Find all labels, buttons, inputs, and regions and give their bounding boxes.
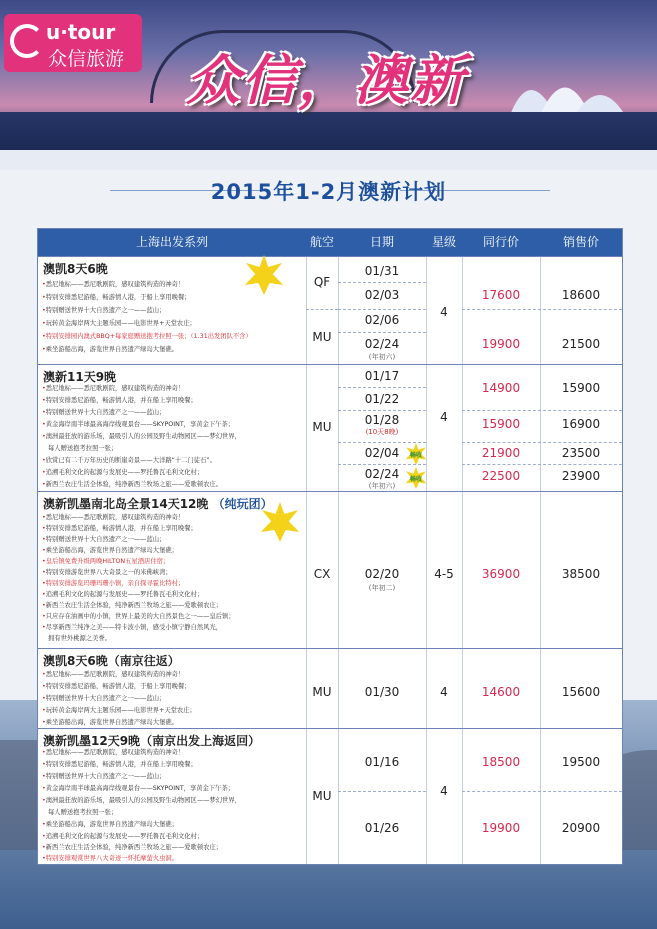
opera-house-illustration <box>500 60 640 120</box>
selling-badge-small: 畅收 <box>405 467 427 489</box>
sale-price: 20900 <box>561 821 601 835</box>
header-series: 上海出发系列 <box>135 235 208 249</box>
hero-banner <box>0 0 657 150</box>
row-divider <box>338 282 426 283</box>
tour-highlight: •特别安排悉尼游船，畅游情人港，并在船上享用晚餐； <box>42 761 197 768</box>
tour-highlight: •特别安排悉尼游船，畅游情人港，于船上享用晚餐； <box>42 294 191 301</box>
tour-highlight: •澳洲最狂放的游乐场，最吸引人的公园及野生动物园区——梦幻世界， <box>42 433 241 440</box>
tour-section-3 <box>38 491 622 649</box>
tour-highlight: •新西兰农庄生活全体验，纯净新西兰牧场之旅——爱歌顿农庄。 <box>42 481 223 488</box>
tour-highlight: •特别安排悉尼游船，畅游情人港，并在船上享用晚餐； <box>42 397 197 404</box>
header-peer-price: 同行价 <box>482 235 519 249</box>
tour-section-2 <box>38 364 622 492</box>
itinerary-table <box>37 228 623 865</box>
departure-date: 01/16 <box>364 755 400 769</box>
sale-price: 19500 <box>561 755 601 769</box>
header-star: 星级 <box>431 235 456 249</box>
tour-title: 澳新凯墨南北岛全景14天12晚 （纯玩团） <box>43 497 273 511</box>
departure-date: 02/24 <box>364 337 400 351</box>
tour-highlight: •特别安排观赏世界八大奇迹一怀托摩萤火虫洞。 <box>42 855 178 862</box>
departure-date: 01/30 <box>364 685 400 699</box>
airline-code: MU <box>312 330 332 344</box>
star-rating: 4 <box>440 305 448 319</box>
peer-price: 36900 <box>481 567 521 581</box>
airline-code: CX <box>313 567 331 581</box>
brand-name-cn: 众信旅游 <box>48 48 125 70</box>
selling-badge-small: 畅收 <box>405 443 427 465</box>
peer-price: 22500 <box>481 469 521 483</box>
utour-logo-mark-icon <box>10 24 44 58</box>
departure-date: 01/22 <box>364 392 400 406</box>
tour-highlight: •玩转黄金海岸两大主题乐园——电影世界+天堂农庄； <box>42 320 196 327</box>
airline-code: MU <box>312 685 332 699</box>
tour-highlight: •悉尼地标——悉尼歌剧院，感叹建筑构造的神奇！ <box>42 671 185 678</box>
departure-date: 02/20 <box>364 567 400 581</box>
header-date: 日期 <box>369 235 394 249</box>
tour-highlight: •皇后镇免费升级两晚HILTON五星酒店住宿； <box>42 558 170 565</box>
header-airline: 航空 <box>309 235 334 249</box>
airline-code: QF <box>313 275 331 289</box>
tour-highlight: •乘坐游船出海，游览世界自然遗产绿岛大堡礁； <box>42 547 178 554</box>
date-note: (年初六) <box>368 482 396 490</box>
peer-price: 14600 <box>481 685 521 699</box>
sale-price: 15900 <box>561 381 601 395</box>
tour-highlight: •黄金海岸南半球最高海岸线观景台——SKYPOINT，享黄金下午茶； <box>42 421 235 428</box>
tour-highlight: •特别安排悉尼游船，畅游情人港，于船上享用晚餐； <box>42 683 191 690</box>
sale-price: 21500 <box>561 337 601 351</box>
peer-price: 19900 <box>481 821 521 835</box>
tour-title: 澳新11天9晚 <box>43 370 117 384</box>
row-divider <box>462 442 622 443</box>
peer-price: 18500 <box>481 755 521 769</box>
tour-highlight: •只应存在油画中的小镇，世界上最美的大自然景色之一——皇后镇； <box>42 613 235 620</box>
table-header <box>38 229 622 256</box>
row-divider <box>462 791 622 792</box>
tour-section-4 <box>38 648 622 729</box>
star-rating: 4 <box>440 410 448 424</box>
tour-highlight: •特别安排游览世界八大奇景之一的米佛峡湾； <box>42 569 172 576</box>
tour-highlight: •悉尼地标——悉尼歌剧院，感叹建筑构造的神奇！ <box>42 385 185 392</box>
tour-highlight: •新西兰农庄生活全体验，纯净新西兰牧场之旅——爱歌顿农庄； <box>42 844 223 851</box>
header-strip <box>0 150 657 170</box>
starburst-icon <box>260 502 300 542</box>
tour-highlight: •追溯毛利文化的起源与发展史——罗托鲁瓦毛利文化村； <box>42 833 204 840</box>
tour-highlight: •乘坐游船出海，游览世界自然遗产绿岛大堡礁。 <box>42 346 178 353</box>
tour-highlight: •追溯毛利文化的起源与发展史——罗托鲁瓦毛利文化村； <box>42 591 204 598</box>
tour-section-1 <box>38 256 622 365</box>
departure-date: 01/17 <box>364 369 400 383</box>
tour-highlight: •黄金海岸南半球最高海岸线观景台——SKYPOINT，享黄金下午茶； <box>42 785 235 792</box>
tour-title: 澳凯8天6晚（南京往返） <box>43 654 180 668</box>
tour-section-5 <box>38 728 622 865</box>
tour-highlight: •特别赠送世界十大自然遗产之一——蓝山； <box>42 773 166 780</box>
starburst-icon <box>244 255 284 295</box>
header-sale-price: 销售价 <box>562 235 599 249</box>
row-divider <box>338 332 426 333</box>
selling-badge <box>244 255 284 295</box>
tour-highlight: •悉尼地标——悉尼歌剧院，感叹建筑构造的神奇！ <box>42 514 185 521</box>
harbour-water <box>0 112 657 150</box>
tour-highlight: 拥有世外桃源之美誉。 <box>48 635 111 642</box>
row-divider <box>306 309 338 310</box>
tour-highlight: 每人赠送抱考拉照一张； <box>48 809 118 816</box>
tour-highlight: •特别赠送世界十大自然遗产之一——蓝山； <box>42 536 166 543</box>
departure-date: 02/06 <box>364 313 400 327</box>
date-note: (年初二) <box>368 584 396 592</box>
tour-highlight: •澳洲最狂放的游乐场，最吸引人的公园及野生动物园区——梦幻世界， <box>42 797 241 804</box>
date-note: (年初六) <box>368 353 396 361</box>
selling-badge <box>260 502 300 542</box>
tour-highlight: •尽享新西兰纯净之美——特卡波小镇，感受小镇宁静自然风光， <box>42 624 223 631</box>
row-divider <box>338 410 426 411</box>
sale-price: 15600 <box>561 685 601 699</box>
tour-highlight: •特别安排悉尼游船，畅游情人港，并在船上享用晚餐； <box>42 525 197 532</box>
star-rating: 4 <box>440 784 448 798</box>
sale-price: 23500 <box>561 446 601 460</box>
peer-price: 17600 <box>481 288 521 302</box>
star-rating: 4 <box>440 685 448 699</box>
tour-highlight: •特别安排园内澳式BBQ+每家庭赠送抱考拉照一张；（1.31出发团队不含） <box>42 333 252 340</box>
peer-price: 14900 <box>481 381 521 395</box>
airline-code: MU <box>312 420 332 434</box>
row-divider <box>462 410 622 411</box>
departure-date: 02/24 <box>364 467 400 481</box>
peer-price: 21900 <box>481 446 521 460</box>
departure-date: 02/04 <box>364 446 400 460</box>
tour-highlight: •特别赠送世界十大自然遗产之一——蓝山； <box>42 409 166 416</box>
sale-price: 38500 <box>561 567 601 581</box>
departure-date: 01/26 <box>364 821 400 835</box>
tour-highlight: •欣赏已有二千万年历史的断崖奇景——大洋路“十二门徒石”。 <box>42 457 216 464</box>
departure-date: 02/03 <box>364 288 400 302</box>
tour-highlight: •新西兰农庄生活全体验，纯净新西兰牧场之旅——爱歌顿农庄； <box>42 602 223 609</box>
sale-price: 16900 <box>561 417 601 431</box>
sale-price: 18600 <box>561 288 601 302</box>
brand-name-en: u·tour <box>46 20 116 44</box>
tour-highlight: 每人赠送抱考拉照一张； <box>48 445 118 452</box>
tour-highlight: •玩转黄金海岸两大主题乐园——电影世界+天堂农庄； <box>42 707 196 714</box>
tour-title: 澳凯8天6晚 <box>43 262 108 276</box>
row-divider <box>462 309 622 310</box>
departure-date: 01/28 <box>364 413 400 427</box>
date-note: (10天8晚) <box>365 428 399 436</box>
peer-price: 19900 <box>481 337 521 351</box>
utour-logo <box>4 14 142 72</box>
tour-highlight: •悉尼地标——悉尼歌剧院，感叹建筑构造的神奇！ <box>42 749 185 756</box>
tour-highlight: •乘坐游船出海，游览世界自然遗产绿岛大堡礁； <box>42 821 178 828</box>
row-divider <box>338 387 426 388</box>
headline: 众信，澳新 <box>186 49 466 112</box>
row-divider <box>338 309 426 310</box>
star-rating: 4-5 <box>434 567 454 581</box>
tour-highlight: •乘坐游船出海，游览世界自然遗产绿岛大堡礁。 <box>42 719 178 726</box>
tour-highlight: •特别安排游览玛珊玛珊小镇，亲自探寻霍比特村； <box>42 580 185 587</box>
tour-highlight: •特别赠送世界十大自然遗产之一——蓝山； <box>42 695 166 702</box>
page-subtitle: 2015年1-2月澳新计划 <box>210 180 447 204</box>
peer-price: 15900 <box>481 417 521 431</box>
row-divider <box>462 464 622 465</box>
tour-highlight: •悉尼地标——悉尼歌剧院，感叹建筑构造的神奇！ <box>42 281 185 288</box>
tour-title: 澳新凯墨12天9晚（南京出发上海返回） <box>43 734 261 748</box>
airline-code: MU <box>312 789 332 803</box>
tour-highlight: •追溯毛利文化的起源与发展史——罗托鲁瓦毛利文化村； <box>42 469 204 476</box>
tour-highlight: •特别赠送世界十大自然遗产之一——蓝山； <box>42 307 166 314</box>
departure-date: 01/31 <box>364 264 400 278</box>
sale-price: 23900 <box>561 469 601 483</box>
row-divider <box>338 791 426 792</box>
